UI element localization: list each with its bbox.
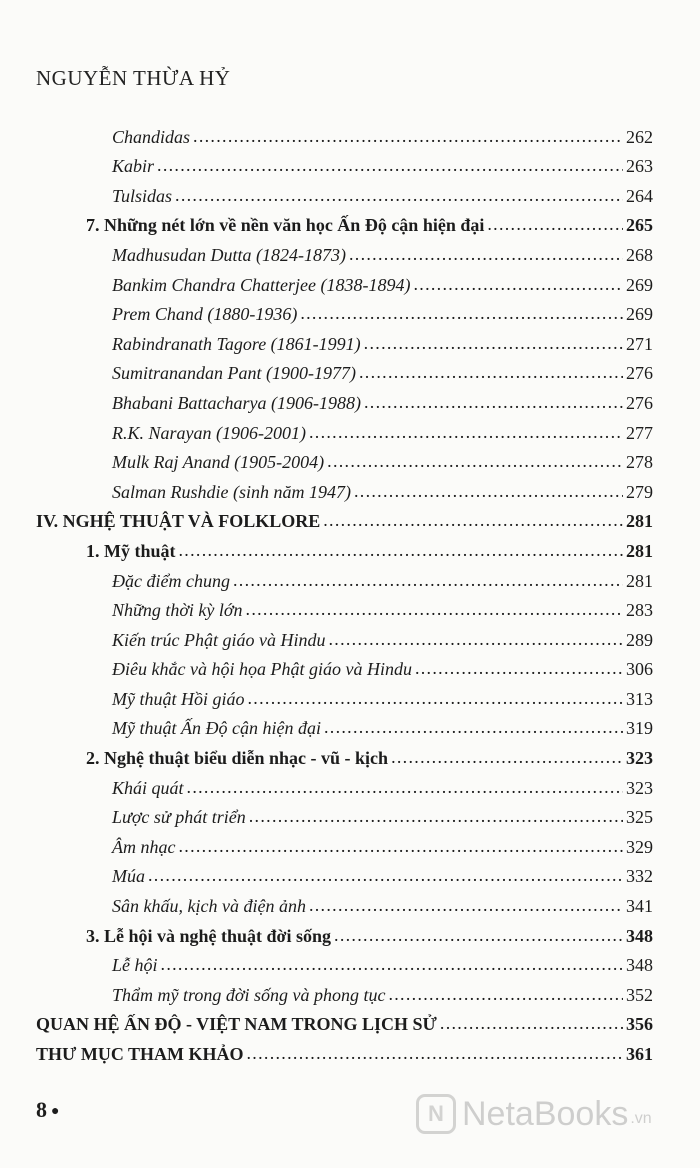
toc-entry-page: 319 <box>626 718 653 739</box>
toc-entry-title: QUAN HỆ ẤN ĐỘ - VIỆT NAM TRONG LỊCH SỬ <box>36 1014 437 1035</box>
page-footer <box>36 1097 59 1123</box>
toc-entry <box>0 680 700 710</box>
dot-leader <box>349 244 623 266</box>
dot-leader <box>248 688 624 710</box>
page-number: 8 <box>36 1097 47 1122</box>
watermark-suffix: .vn <box>630 1110 652 1127</box>
toc-entry-page: 348 <box>626 925 653 946</box>
toc-entry-title: Thẩm mỹ trong đời sống và phong tục <box>112 984 386 1005</box>
toc-entry-title: Âm nhạc <box>112 836 176 857</box>
toc-entry <box>0 769 700 799</box>
toc-entry-page: 281 <box>626 570 653 591</box>
dot-leader <box>300 303 623 325</box>
toc-entry-title: Lược sử phát triển <box>112 807 246 828</box>
toc-entry <box>0 562 700 592</box>
toc-entry <box>0 384 700 414</box>
toc-entry-title: 2. Nghệ thuật biểu diễn nhạc - vũ - kịch <box>86 748 389 769</box>
dot-leader <box>334 925 623 947</box>
dot-leader <box>413 274 623 296</box>
toc-entry-page: 283 <box>626 600 653 621</box>
dot-leader <box>324 717 623 739</box>
dot-leader <box>415 658 623 680</box>
dot-leader <box>187 777 623 799</box>
dot-leader <box>323 510 623 532</box>
toc-entry-page: 356 <box>626 1014 653 1035</box>
dot-leader <box>354 481 623 503</box>
toc-entry-title: Mỹ thuật Ấn Độ cận hiện đại <box>112 718 321 739</box>
toc-entry-page: 271 <box>626 333 653 354</box>
toc-entry-title: Madhusudan Dutta (1824-1873) <box>112 244 346 265</box>
toc-entry-page: 332 <box>626 866 653 887</box>
toc-entry-page: 279 <box>626 481 653 502</box>
toc-entry-title: THƯ MỤC THAM KHẢO <box>36 1044 244 1064</box>
dot-leader <box>440 1013 623 1035</box>
toc-entry <box>0 887 700 917</box>
toc-entry <box>0 148 700 178</box>
toc-entry-page: 276 <box>626 363 653 384</box>
toc-entry <box>0 1006 700 1036</box>
watermark-logo-icon: N <box>416 1094 456 1134</box>
bullet-icon: ● <box>51 1103 60 1119</box>
toc-entry <box>0 355 700 385</box>
watermark-text: NetaBooks <box>462 1094 629 1133</box>
toc-entry <box>0 177 700 207</box>
toc-entry <box>0 799 700 829</box>
dot-leader <box>328 629 623 651</box>
dot-leader <box>157 155 623 177</box>
toc-entry-title: Đặc điểm chung <box>112 570 230 591</box>
toc-entry-title: Kabir <box>112 156 155 177</box>
dot-leader <box>148 865 623 887</box>
toc-entry <box>0 503 700 533</box>
toc-entry-page: 264 <box>626 185 653 206</box>
toc-entry-page: 263 <box>626 156 653 177</box>
toc-entry <box>0 710 700 740</box>
toc-entry <box>0 414 700 444</box>
toc-entry <box>0 296 700 326</box>
dot-leader <box>179 540 624 562</box>
dot-leader <box>388 984 623 1006</box>
dot-leader <box>246 599 623 621</box>
toc-entry-page: 341 <box>626 896 653 917</box>
toc-entry-page: 278 <box>626 452 653 473</box>
dot-leader <box>391 747 623 769</box>
toc-entry <box>0 828 700 858</box>
dot-leader <box>233 570 623 592</box>
toc-entry <box>0 118 700 148</box>
toc-entry <box>0 473 700 503</box>
dot-leader <box>309 895 623 917</box>
watermark <box>416 1094 652 1134</box>
dot-leader <box>249 806 623 828</box>
toc-entry-page: 276 <box>626 392 653 413</box>
toc-entry-page: 329 <box>626 836 653 857</box>
toc-entry-title: Bankim Chandra Chatterjee (1838-1894) <box>112 274 411 295</box>
toc-entry-title: Mulk Raj Anand (1905-2004) <box>112 452 325 473</box>
toc-entry <box>0 325 700 355</box>
dot-leader <box>364 333 623 355</box>
toc-entry-page: 269 <box>626 274 653 295</box>
toc-entry-title: Bhabani Battacharya (1906-1988) <box>112 392 361 413</box>
toc-entry <box>0 739 700 769</box>
toc-entry-title: Lễ hội <box>112 955 158 976</box>
dot-leader <box>309 422 623 444</box>
dot-leader <box>364 392 623 414</box>
toc-entry-title: 1. Mỹ thuật <box>86 540 176 561</box>
toc-entry-title: 3. Lễ hội và nghệ thuật đời sống <box>86 925 332 946</box>
toc-entry-page: 313 <box>626 688 653 709</box>
toc-entry-page: 352 <box>626 984 653 1005</box>
toc-entry-page: 323 <box>626 748 653 769</box>
toc-entry-title: Khái quát <box>112 777 184 798</box>
toc-entry-title: Múa <box>112 866 145 887</box>
toc-entry <box>0 444 700 474</box>
toc-entry-page: 269 <box>626 304 653 325</box>
toc-entry <box>0 1035 700 1065</box>
toc-entry-page: 277 <box>626 422 653 443</box>
dot-leader <box>193 126 623 148</box>
dot-leader <box>175 185 623 207</box>
toc-entry-title: R.K. Narayan (1906-2001) <box>112 422 306 443</box>
toc-entry-page: 361 <box>626 1044 653 1064</box>
toc-entry-page: 289 <box>626 629 653 650</box>
toc-entry-page: 348 <box>626 955 653 976</box>
toc-entry-page: 281 <box>626 511 653 532</box>
toc-entry-title: Chandidas <box>112 126 191 147</box>
toc-entry-page: 281 <box>626 540 653 561</box>
dot-leader <box>487 214 623 236</box>
toc-entry-title: 7. Những nét lớn về nền văn học Ấn Độ cận hiện đại <box>86 215 485 236</box>
toc-entry-title: Salman Rushdie (sinh năm 1947) <box>112 481 351 502</box>
toc-entry-title: Rabindranath Tagore (1861-1991) <box>112 333 361 354</box>
toc-entry-title: Điêu khắc và hội họa Phật giáo và Hindu <box>112 659 412 680</box>
toc-entry <box>0 592 700 622</box>
toc-entry-page: 262 <box>626 126 653 147</box>
toc-entry <box>0 651 700 681</box>
toc-entry <box>0 207 700 237</box>
dot-leader <box>327 451 623 473</box>
toc-entry-title: Prem Chand (1880-1936) <box>112 304 298 325</box>
toc-entry-title: IV. NGHỆ THUẬT VÀ FOLKLORE <box>36 511 321 532</box>
toc-entry-title: Sumitranandan Pant (1900-1977) <box>112 363 356 384</box>
toc-entry <box>0 976 700 1006</box>
toc-entry-title: Sân khấu, kịch và điện ảnh <box>112 896 306 917</box>
toc-entry <box>0 236 700 266</box>
toc-entry <box>0 532 700 562</box>
toc-entry-title: Mỹ thuật Hồi giáo <box>112 688 245 709</box>
running-head: NGUYỄN THỪA HỶ <box>36 66 231 90</box>
toc-entry-title: Tulsidas <box>112 185 173 206</box>
dot-leader <box>247 1043 624 1065</box>
toc-entry <box>0 917 700 947</box>
toc-entry <box>0 266 700 296</box>
toc-entry-title: Kiến trúc Phật giáo và Hindu <box>112 629 326 650</box>
toc-entry-page: 265 <box>626 215 653 236</box>
toc-entry <box>0 621 700 651</box>
toc-entry-page: 268 <box>626 244 653 265</box>
dot-leader <box>161 954 623 976</box>
toc-entry-page: 306 <box>626 659 653 680</box>
toc-entry <box>0 858 700 888</box>
toc-entry-page: 325 <box>626 807 653 828</box>
table-of-contents <box>0 118 700 1065</box>
toc-entry-title: Những thời kỳ lớn <box>112 600 243 621</box>
dot-leader <box>359 362 623 384</box>
toc-entry-page: 323 <box>626 777 653 798</box>
toc-entry <box>0 947 700 977</box>
dot-leader <box>178 836 623 858</box>
